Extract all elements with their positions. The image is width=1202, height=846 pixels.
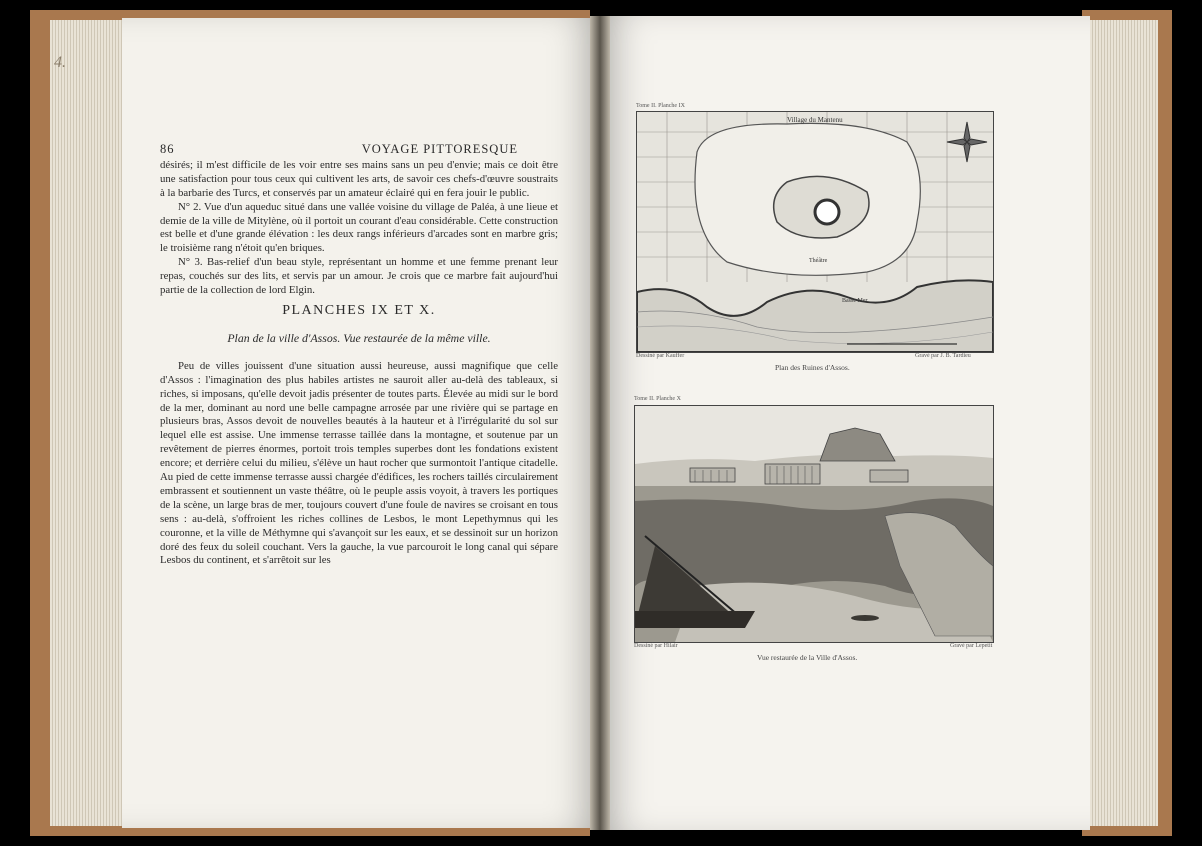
view-credit-left: Dessiné par Hilair [634, 643, 678, 649]
paragraph-2: N° 2. Vue d'un aqueduc situé dans une vallée voisine du village de Paléa, à une lieue et demie de la ville de Mitylène, où il portoit un courant d'eau considérable. Cette construction est belle et d'une grande élévation : les deux rangs inférieurs d'arcades sont en marbre gris; le troisième rang n'étoit qu'en briques. [160, 200, 558, 255]
view-credit-right: Gravé par Lepetit [950, 643, 993, 649]
map-caption: Plan des Ruines d'Assos. [775, 363, 850, 372]
paragraph-1: désirés; il m'est difficile de les voir entre ses mains sans un peu d'envie; mais ce doit être une satisfaction pour tous ceux qui cultivent les arts, de savoir ces chefs-d'œuvre soustraits à la barbarie des Turcs, et conservés par un amateur éclairé qui en fera jouir le public. [160, 158, 558, 199]
map-label-sea: Basse Mer [842, 298, 868, 304]
page-number: 86 [160, 142, 175, 156]
page-edges-right [1078, 20, 1158, 826]
view-engraving [635, 406, 993, 642]
view-plate [634, 405, 994, 643]
margin-pencil-mark: 4. [54, 54, 66, 71]
planches-heading: PLANCHES IX ET X. [282, 302, 436, 318]
paragraph-3: N° 3. Bas-relief d'un beau style, représentant un homme et une femme prenant leur repas, couchés sur des lits, et servis par un amour. Je crois que ce marbre fait aujourd'hui partie de la collection de lord Elgin. [160, 256, 558, 297]
view-caption: Vue restaurée de la Ville d'Assos. [757, 653, 858, 662]
paragraph-4: Peu de villes jouissent d'une situation aussi heureuse, aussi magnifique que celle d'Assos : l'imagination des plus habiles artistes ne sauroit aller au-delà des tableaux, si riches, si imposans, qu'elle devoit jadis présenter de toutes parts. Élevée au midi sur le bord de la mer, dominant au nord une belle campagne arrosée par une rivière qui se partage en plusieurs bras, Assos devoit de nouvelles beautés à la hauteur et à l'irrégularité du sol sur lequel elle est assise. Une immense terrasse taillée dans la montagne, et soutenue par un revêtement de pierres énormes, portoit trois temples superbes dont les fondations existent encore; et derrière celui du milieu, s'élève un haut rocher que surmontoit l'antique citadelle. Au pied de cette immense terrasse aussi chargée d'édifices, les rochers taillés circulairement embrassent et soutiennent un vaste théâtre, où le peuple assis voyoit, à travers les portiques de la scène, un large bras de mer, toujours couvert d'une foule de navires se croisant en tous sens : au-delà, s'offroient les riches collines de Lesbos, le mont Lepethymnus qui les couronne, et la ville de Méthymne qui s'avançoit sur les eaux, et se dessinoit sur un horizon doré des feux du soleil couchant. Vers la gauche, la vue parcouroit le long canal qui sépare Lesbos du continent, et s'arrêtoit sur les [160, 359, 558, 567]
running-header [160, 143, 558, 157]
map-plate-label: Tome II. Planche IX [636, 103, 685, 109]
running-title: VOYAGE PITTORESQUE [361, 142, 518, 156]
map-credit-left: Dessiné par Kauffer [636, 353, 685, 359]
view-plate-label: Tome II. Planche X [634, 396, 681, 402]
map-plate [636, 111, 994, 353]
map-label-village: Village du Mantenu [787, 116, 843, 124]
map-credit-right: Gravé par J. B. Tardieu [915, 353, 971, 359]
left-page-text [160, 143, 558, 568]
map-engraving [637, 112, 993, 352]
planches-subtitle: Plan de la ville d'Assos. Vue restaurée de la même ville. [227, 330, 491, 345]
page-edges-left [50, 20, 130, 826]
book-gutter [590, 16, 610, 830]
map-label-theatre: Théâtre [809, 258, 828, 264]
